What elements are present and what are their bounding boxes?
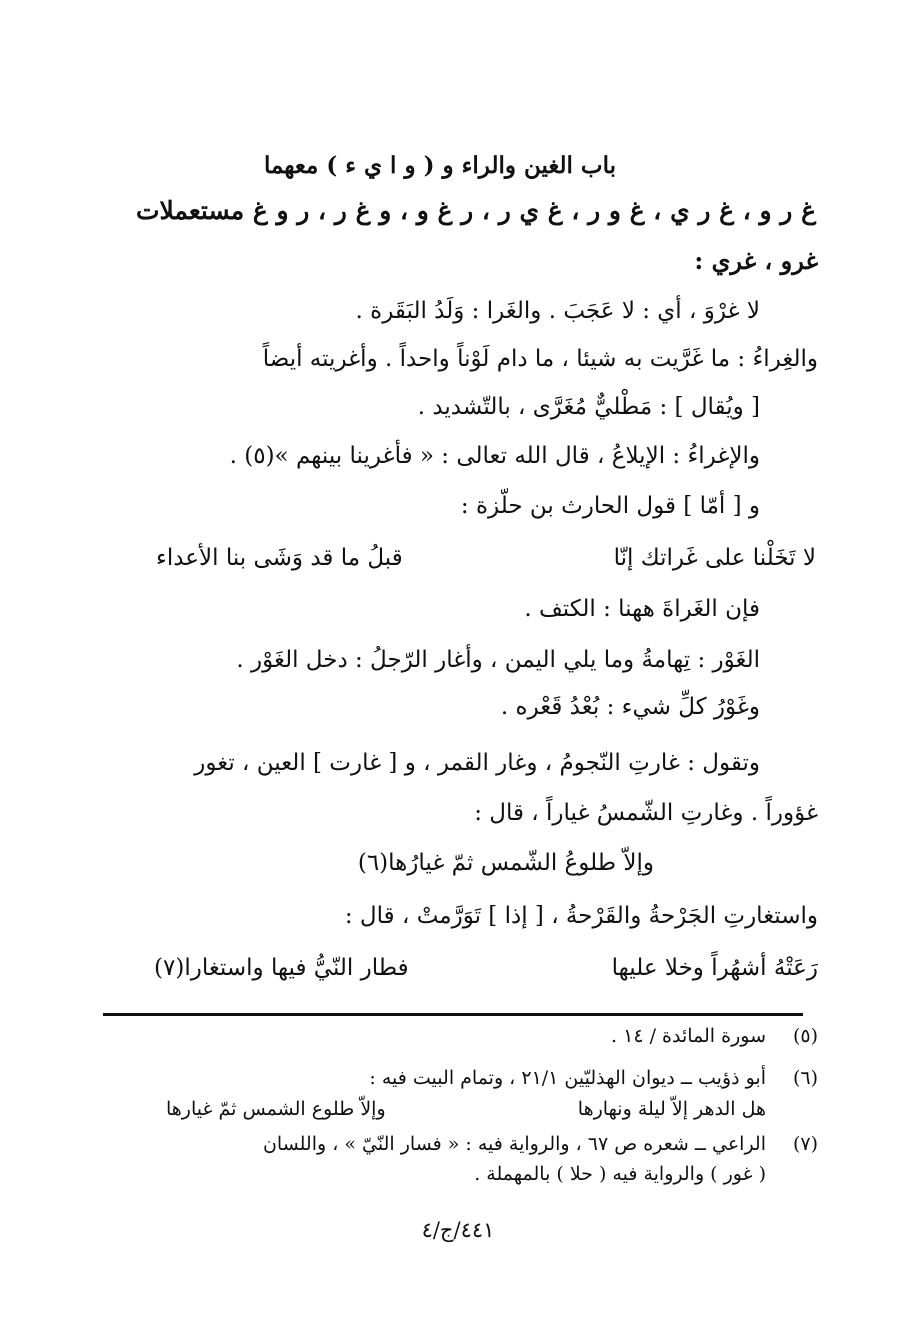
footnote-number: (٦) [792, 1067, 818, 1089]
text-line: والغِراءُ : ما غَرَّيت به شيئا ، ما دام لَوْناً واحداً . وأغريته أيضاً [262, 346, 818, 372]
verse-hemistich: وإلاّ طلوع الشمس ثمّ غيارها [166, 1098, 386, 1120]
root-list: غ ر و ، غ ر ي ، غ و ر ، غ ي ر ، ر غ و ، و غ ر ، ر و غ مستعملات [135, 196, 816, 225]
text-line: لا غرْوَ ، أي : لا عَجَبَ . والغَرا : وَلَدُ البَقَرة . [355, 298, 760, 324]
text-line: الغَوْر : تِهامةُ وما يلي اليمن ، وأغار الرّجلُ : دخل الغَوْر . [236, 647, 760, 673]
verse-line: وإلاّ طلوعُ الشّمس ثمّ غيارُها(٦) [357, 850, 654, 876]
verse-hemistich: قبلُ ما قد وَشَى بنا الأعداء [156, 545, 403, 571]
verse-line [154, 955, 818, 981]
page-number: ٤٤١/ج/٤ [421, 1218, 495, 1242]
section-subheading: غرو ، غري : [694, 246, 818, 275]
text-line: والإغراءُ : الإيلاعُ ، قال الله تعالى : « فأغرينا بينهم »(٥) . [229, 443, 760, 469]
footnote-text: سورة المائدة / ١٤ . [611, 1025, 766, 1047]
footnote-number: (٧) [792, 1133, 818, 1155]
verse-hemistich: لا تَخَلْنا على غَراتك إنّا [613, 545, 816, 571]
footnote-divider [103, 1013, 803, 1016]
footnote-verse [166, 1098, 766, 1120]
verse-hemistich: هل الدهر إلاّ ليلة ونهارها [577, 1098, 766, 1120]
text-line: واستغارتِ الجَرْحةُ والقَرْحةُ ، [ إذا ] تَوَرَّمتْ ، قال : [344, 903, 818, 929]
text-line: فإن الغَراةَ ههنا : الكتف . [524, 596, 760, 622]
text-line: وتقول : غارتِ النّجومُ ، وغار القمر ، و [ غارت ] العين ، تغور [194, 750, 760, 776]
verse-hemistich: فطار النّيُّ فيها واستغارا(٧) [154, 955, 409, 981]
text-line: [ ويُقال ] : مَطْليٌّ مُغَرَّى ، بالتّشديد . [417, 394, 760, 420]
footnote-number: (٥) [792, 1025, 818, 1047]
text-line: وغَوْرُ كلِّ شيء : بُعْدُ قَعْره . [500, 694, 760, 720]
footnote-text: الراعي ــ شعره ص ٦٧ ، والرواية فيه : « فسار النّيّ » ، واللسان [262, 1133, 766, 1155]
text-line: و [ أمّا ] قول الحارث بن حلّزة : [460, 493, 760, 519]
footnote-text: أبو ذؤيب ــ ديوان الهذليّين ٢١/١ ، وتمام البيت فيه : [369, 1067, 766, 1089]
verse-hemistich: رَعَتْهُ أشهُراً وخلا عليها [611, 955, 818, 981]
footnote-text: ( غور ) والرواية فيه ( حلا ) بالمهملة . [474, 1163, 766, 1185]
text-line: غؤوراً . وغارتِ الشّمسُ غياراً ، قال : [474, 800, 818, 826]
chapter-title: باب الغين والراء و ( و ا ي ء ) معهما [264, 152, 616, 179]
verse-line [156, 545, 816, 571]
